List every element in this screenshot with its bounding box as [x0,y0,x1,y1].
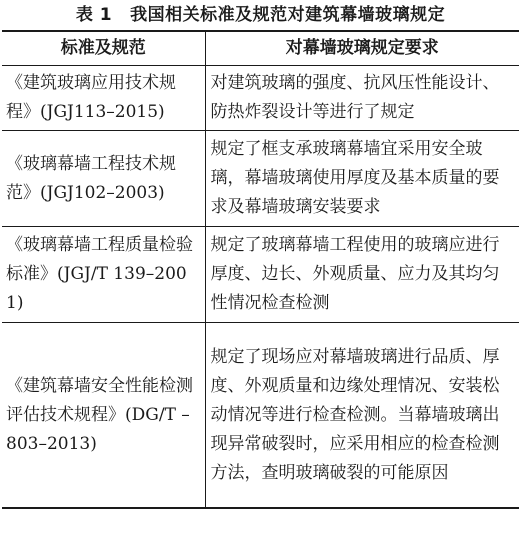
standard-cell: 《建筑玻璃应用技术规程》(JGJ113–2015) [2,66,205,131]
column-header-requirement: 对幕墙玻璃规定要求 [205,31,519,66]
table-number: 表 1 [75,5,113,25]
requirement-cell: 规定了现场应对幕墙玻璃进行品质、厚度、外观质量和边缘处理情况、安装松动情况等进行检查检测。当幕墙玻璃出现异常破裂时，应采用相应的检查检测方法，查明玻璃破裂的可能原因 [205,323,519,509]
requirement-cell: 规定了框支承玻璃幕墙宜采用安全玻璃，幕墙玻璃使用厚度及基本质量的要求及幕墙玻璃安装要求 [205,131,519,227]
standard-cell: 《玻璃幕墙工程技术规范》(JGJ102–2003) [2,131,205,227]
requirement-cell: 对建筑玻璃的强度、抗风压性能设计、防热炸裂设计等进行了规定 [205,66,519,131]
table-caption [0,0,521,30]
standards-table [2,30,519,509]
table-row [2,66,519,131]
standard-cell: 《建筑幕墙安全性能检测评估技术规程》(DG/T –803–2013) [2,323,205,509]
table-header-row [2,31,519,66]
column-header-standard: 标准及规范 [2,31,205,66]
standard-cell: 《玻璃幕墙工程质量检验标准》(JGJ/T 139–2001) [2,227,205,323]
table-row [2,131,519,227]
requirement-cell: 规定了玻璃幕墙工程使用的玻璃应进行厚度、边长、外观质量、应力及其均匀性情况检查检测 [205,227,519,323]
table-row [2,227,519,323]
table-title: 我国相关标准及规范对建筑幕墙玻璃规定 [130,5,446,25]
table-row [2,323,519,509]
